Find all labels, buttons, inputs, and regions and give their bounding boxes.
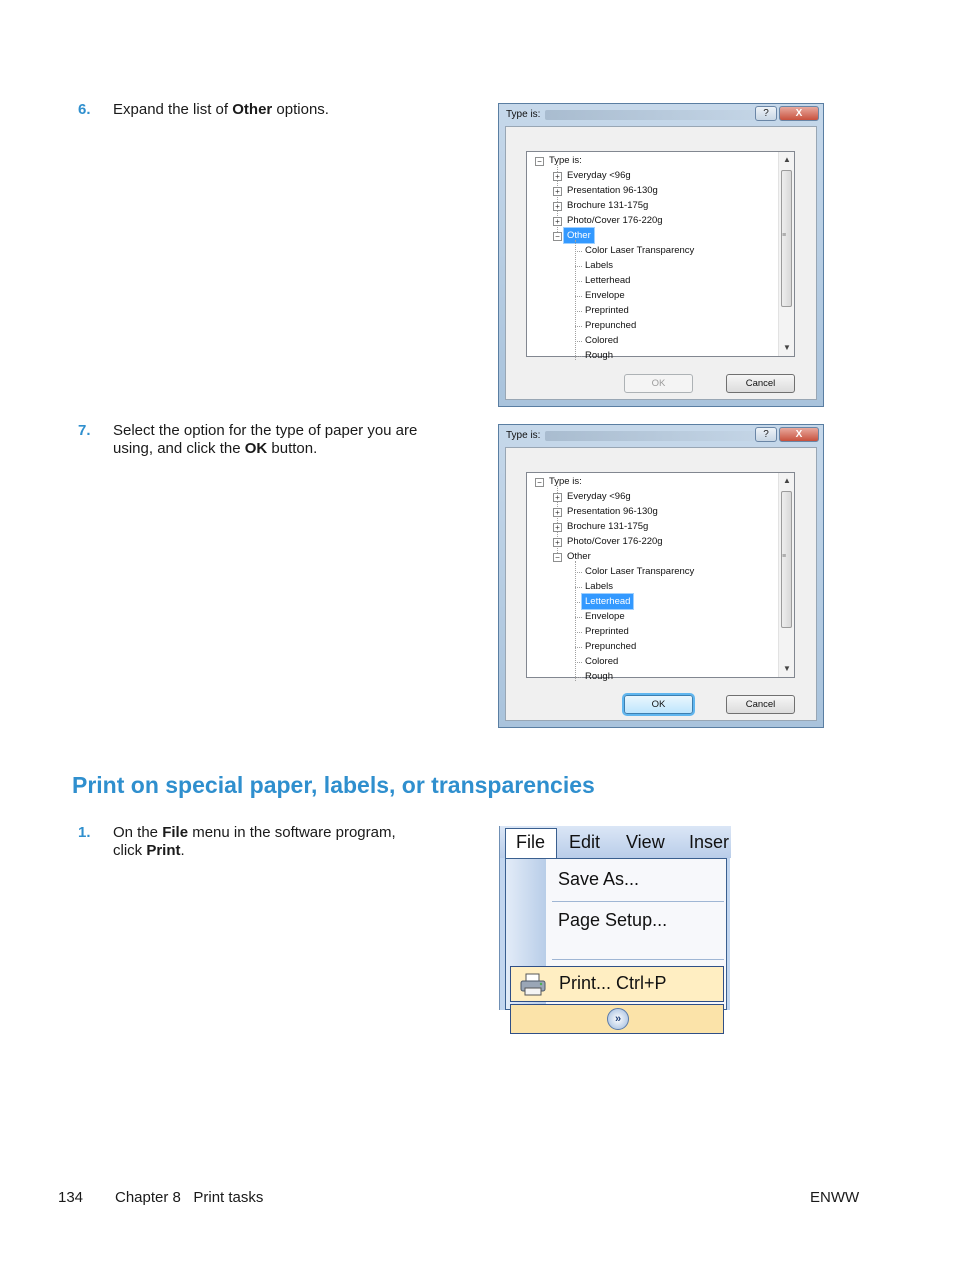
ok-button[interactable]: OK — [624, 374, 693, 393]
collapse-icon[interactable]: − — [535, 157, 544, 166]
menu-item-page-setup[interactable]: Page Setup... — [558, 910, 668, 930]
tree-scrollbar[interactable] — [778, 473, 794, 677]
scroll-up-icon[interactable]: ▲ — [783, 476, 791, 485]
dialog-client-area — [505, 126, 817, 400]
help-button[interactable]: ? — [755, 106, 777, 121]
grip-icon: ≡ — [782, 553, 787, 560]
scroll-down-icon[interactable]: ▼ — [783, 664, 791, 673]
titlebar-blurred-tabs — [545, 110, 755, 120]
printer-icon — [519, 973, 547, 997]
menu-insert[interactable]: Inser — [689, 832, 730, 852]
dialog-title: Type is: — [506, 430, 541, 441]
tree-scrollbar[interactable] — [778, 152, 794, 356]
menu-file[interactable]: File — [516, 832, 546, 852]
tree-line — [575, 561, 576, 681]
paper-type-tree[interactable]: − Type is: + Everyday <96g + Presentation 96-130g + Brochure 131-175g + Photo/Cover 176-220g − Other Color Laser Transparency Labels Letterhead Envelope Preprinted Prepunched Colored Rough ▲ ≡ ▼ — [526, 472, 795, 678]
selected-item: Letterhead — [585, 596, 631, 607]
collapse-icon[interactable]: − — [553, 553, 562, 562]
step-text: Select the option for the type of paper you are using, and click the OK button. — [113, 422, 418, 457]
step-number: 1. — [78, 824, 91, 841]
close-button[interactable]: X — [779, 427, 819, 442]
dialog-client-area — [505, 447, 817, 721]
selected-item: Other — [567, 230, 591, 241]
expand-icon[interactable]: + — [553, 523, 562, 532]
page-number: 134 — [58, 1189, 84, 1206]
paper-type-dialog-2 — [498, 424, 824, 728]
help-button[interactable]: ? — [755, 427, 777, 442]
menu-edit[interactable]: Edit — [569, 832, 601, 852]
cancel-button[interactable]: Cancel — [726, 374, 795, 393]
menu-item-save-as[interactable]: Save As... — [558, 869, 640, 889]
menu-item-print[interactable]: Print... Ctrl+P — [559, 973, 667, 993]
ok-button[interactable]: OK — [624, 695, 693, 714]
menu-bar — [500, 826, 731, 858]
dialog-title: Type is: — [506, 109, 541, 120]
expand-icon[interactable]: + — [553, 187, 562, 196]
file-menu-screenshot — [499, 826, 730, 1025]
step-number: 6. — [78, 101, 91, 118]
dialog-titlebar — [499, 425, 823, 447]
collapse-icon[interactable]: − — [553, 232, 562, 241]
menu-expand-row[interactable] — [510, 1004, 724, 1034]
grip-icon: ≡ — [782, 232, 787, 239]
expand-icon[interactable]: + — [553, 508, 562, 517]
dialog-titlebar — [499, 104, 823, 126]
step-number: 7. — [78, 422, 91, 439]
menu-item-print-highlight[interactable] — [510, 966, 724, 1002]
menu-separator — [552, 959, 724, 960]
expand-icon[interactable]: + — [553, 493, 562, 502]
expand-icon[interactable]: + — [553, 538, 562, 547]
scroll-up-icon[interactable]: ▲ — [783, 155, 791, 164]
titlebar-blurred-tabs — [545, 431, 755, 441]
collapse-icon[interactable]: − — [535, 478, 544, 487]
section-heading: Print on special paper, labels, or transparencies — [72, 772, 595, 798]
step-text: On the File menu in the software program, click Print. — [113, 824, 396, 859]
tree-line — [575, 240, 576, 360]
expand-icon[interactable]: + — [553, 202, 562, 211]
paper-type-tree[interactable]: − Type is: + Everyday <96g + Presentation 96-130g + Brochure 131-175g + Photo/Cover 176-220g − Other Color Laser Transparency Labels Letterhead Envelope Preprinted Prepunched Colored Rough ▲ ≡ ▼ — [526, 151, 795, 357]
scroll-down-icon[interactable]: ▼ — [783, 343, 791, 352]
expand-icon[interactable]: + — [553, 172, 562, 181]
step-text: Expand the list of Other options. — [113, 101, 329, 118]
paper-type-dialog-1 — [498, 103, 824, 407]
menu-separator — [552, 901, 724, 902]
chapter-label: Chapter 8 Print tasks — [115, 1189, 264, 1206]
expand-icon[interactable]: + — [553, 217, 562, 226]
cancel-button[interactable]: Cancel — [726, 695, 795, 714]
menu-view[interactable]: View — [626, 832, 665, 852]
file-dropdown — [505, 858, 727, 1025]
close-button[interactable]: X — [779, 106, 819, 121]
chevron-down-icon[interactable]: » — [607, 1008, 629, 1030]
doc-code: ENWW — [810, 1189, 860, 1206]
